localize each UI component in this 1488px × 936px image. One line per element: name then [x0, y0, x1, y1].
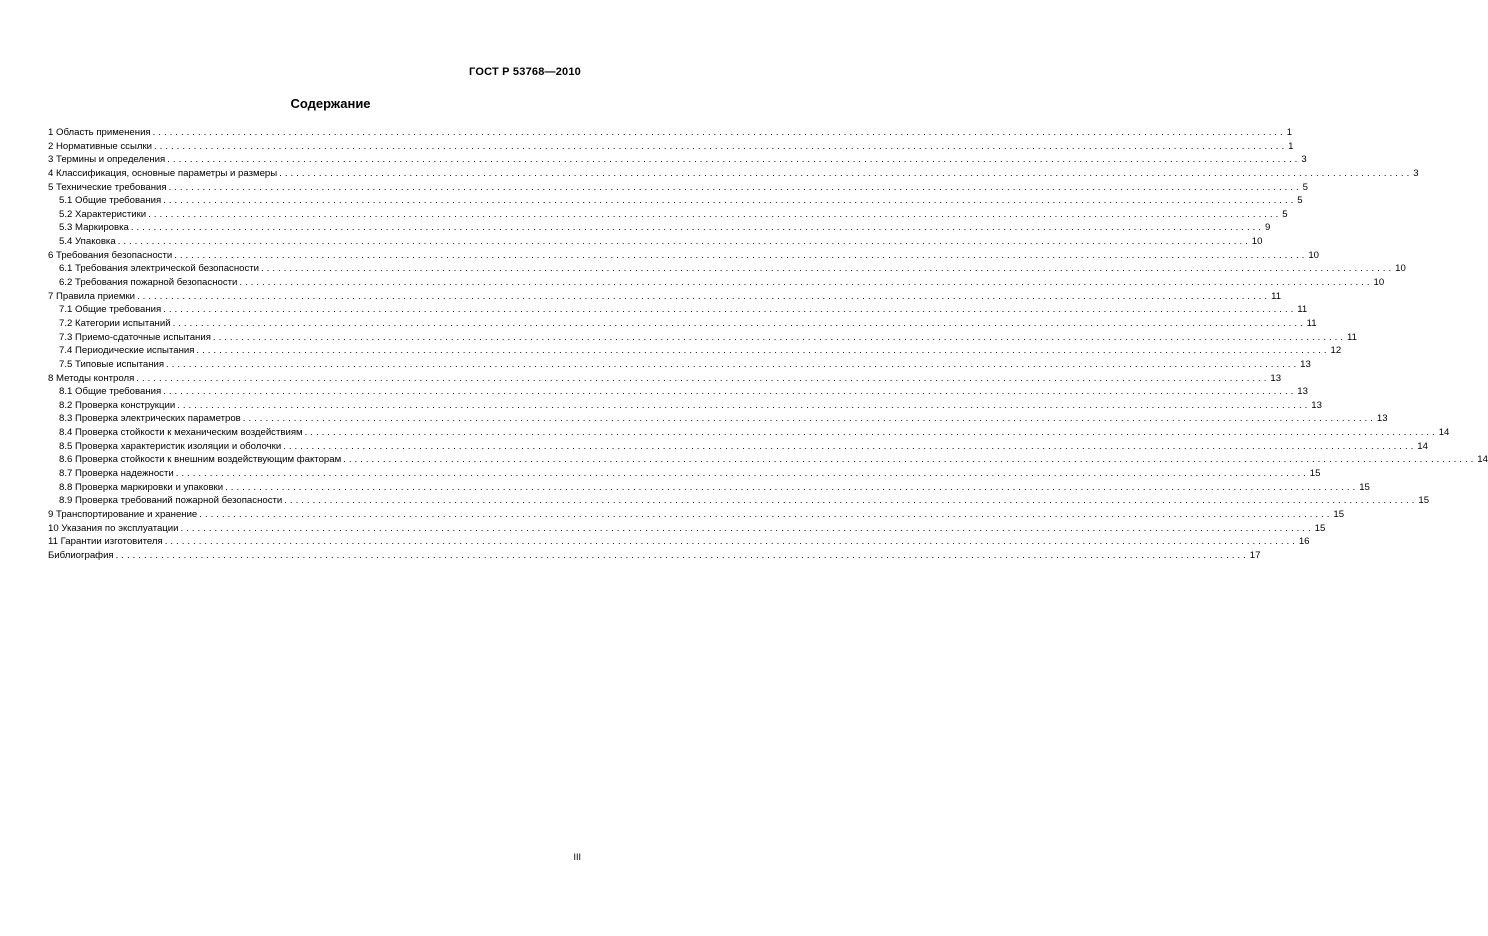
- toc-entry-label: 6.2 Требования пожарной безопасности: [59, 277, 238, 289]
- toc-entry-page: 10: [1373, 277, 1385, 289]
- toc-entry[interactable]: [48, 399, 1322, 413]
- toc-entry[interactable]: [48, 140, 1294, 154]
- toc-entry-page: 3: [1413, 167, 1419, 179]
- toc-entry[interactable]: [48, 153, 1307, 167]
- toc-entry-label: 8.1 Общие требования: [59, 386, 162, 398]
- toc-dot-leader: ........................................................................................................................................................................................................: [167, 154, 1301, 166]
- toc-entry[interactable]: [48, 331, 1357, 345]
- toc-entry-page: 16: [1298, 536, 1310, 548]
- toc-dot-leader: ........................................................................................................................................................................................................: [152, 126, 1286, 138]
- toc-entry-label: 7.1 Общие требования: [59, 304, 162, 316]
- toc-entry-page: 15: [1333, 508, 1345, 520]
- toc-entry[interactable]: [48, 167, 1419, 181]
- toc-entry-page: 9: [1264, 222, 1271, 234]
- toc-dot-leader: ........................................................................................................................................................................................................: [164, 536, 1298, 548]
- toc-entry[interactable]: [48, 235, 1263, 249]
- toc-entry[interactable]: [48, 344, 1342, 358]
- toc-dot-leader: ........................................................................................................................................................................................................: [199, 508, 1333, 520]
- toc-entry[interactable]: [48, 522, 1326, 536]
- toc-entry-label: 6 Требования безопасности: [48, 249, 173, 261]
- toc-entry-label: 6.1 Требования электрической безопасности: [59, 263, 260, 275]
- toc-entry-page: 11: [1297, 304, 1308, 316]
- toc-entry-page: 13: [1300, 358, 1311, 370]
- toc-entry-page: 5: [1282, 208, 1288, 220]
- toc-entry-label: 7 Правила приемки: [48, 290, 135, 302]
- toc-entry-label: 8 Методы контроля: [48, 372, 135, 384]
- toc-entry[interactable]: [48, 426, 1450, 440]
- toc-dot-leader: ........................................................................................................................................................................................................: [180, 522, 1314, 534]
- toc-entry-page: 14: [1477, 454, 1488, 466]
- toc-dot-leader: ........................................................................................................................................................................................................: [175, 468, 1309, 479]
- toc-entry-page: 13: [1376, 413, 1388, 425]
- toc-entry-page: 13: [1311, 399, 1322, 411]
- toc-entry-page: 1: [1288, 140, 1294, 152]
- toc-entry[interactable]: [48, 358, 1311, 372]
- toc-entry-page: 5: [1297, 195, 1303, 207]
- toc-entry[interactable]: [48, 303, 1308, 317]
- toc-entry[interactable]: [48, 221, 1271, 235]
- toc-entry[interactable]: [48, 372, 1282, 386]
- toc-entry-label: 8.7 Проверка надежности: [59, 468, 174, 479]
- toc-entry-page: 14: [1438, 427, 1450, 439]
- toc-entry-label: 5.4 Упаковка: [59, 236, 116, 248]
- toc-dot-leader: ........................................................................................................................................................................................................: [284, 495, 1418, 507]
- toc-entry-label: Библиография: [48, 549, 114, 561]
- toc-entry-label: 8.2 Проверка конструкции: [59, 399, 176, 411]
- toc-entry[interactable]: [48, 194, 1303, 208]
- toc-dot-leader: ........................................................................................................................................................................................................: [136, 372, 1270, 384]
- toc-dot-leader: ........................................................................................................................................................................................................: [168, 181, 1302, 193]
- toc-entry-page: 13: [1297, 386, 1308, 398]
- toc-dot-leader: ........................................................................................................................................................................................................: [137, 290, 1271, 302]
- toc-dot-leader: ........................................................................................................................................................................................................: [196, 345, 1330, 357]
- toc-dot-leader: ........................................................................................................................................................................................................: [283, 440, 1417, 452]
- toc-entry-page: 1: [1286, 126, 1293, 138]
- toc-entry-page: 11: [1271, 290, 1282, 302]
- toc-entry-label: 7.3 Приемо-сдаточные испытания: [59, 331, 211, 343]
- toc-entry-label: 7.4 Периодические испытания: [59, 345, 195, 357]
- toc-entry-page: 12: [1330, 345, 1342, 357]
- toc-entry[interactable]: [48, 126, 1293, 140]
- toc-entry[interactable]: [48, 385, 1308, 399]
- toc-entry-label: 8.4 Проверка стойкости к механическим воздействиям: [59, 427, 303, 439]
- toc-entry-label: 8.5 Проверка характеристик изоляции и оболочки: [59, 440, 282, 452]
- toc-dot-leader: ........................................................................................................................................................................................................: [212, 331, 1346, 343]
- toc-entry[interactable]: [48, 249, 1319, 263]
- toc-entry-page: 13: [1270, 372, 1282, 384]
- toc-entry[interactable]: [48, 453, 1488, 467]
- standard-code: ГОСТ Р 53768—2010: [469, 66, 581, 78]
- toc-entry[interactable]: [48, 508, 1345, 522]
- toc-entry[interactable]: [48, 317, 1317, 331]
- toc-entry-page: 11: [1347, 331, 1357, 343]
- toc-entry-page: 3: [1301, 154, 1307, 166]
- toc-entry-label: 7.2 Категории испытаний: [59, 317, 171, 329]
- toc-entry[interactable]: [48, 208, 1288, 222]
- toc-entry[interactable]: [48, 181, 1308, 195]
- toc-entry[interactable]: [48, 262, 1406, 276]
- toc-entry-page: 11: [1306, 317, 1317, 329]
- toc-entry-page: 14: [1417, 440, 1428, 452]
- toc-dot-leader: ........................................................................................................................................................................................................: [154, 140, 1288, 152]
- toc-entry-page: 15: [1309, 468, 1321, 479]
- toc-entry[interactable]: [48, 290, 1282, 304]
- toc-entry-label: 9 Транспортирование и хранение: [48, 508, 198, 520]
- toc-entry-page: 10: [1395, 263, 1406, 275]
- toc-dot-leader: ........................................................................................................................................................................................................: [163, 304, 1297, 316]
- toc-entry-label: 3 Термины и определения: [48, 154, 166, 166]
- toc-dot-leader: ........................................................................................................................................................................................................: [239, 277, 1373, 289]
- toc-entry-label: 1 Область применения: [48, 126, 151, 138]
- toc-entry-label: 5.2 Характеристики: [59, 208, 147, 220]
- toc-dot-leader: ........................................................................................................................................................................................................: [163, 195, 1297, 207]
- toc-entry-page: 10: [1308, 249, 1319, 261]
- toc-dot-leader: ........................................................................................................................................................................................................: [304, 427, 1438, 439]
- toc-entry-page: 15: [1314, 522, 1326, 534]
- toc-entry-label: 5 Технические требования: [48, 181, 167, 193]
- toc-entry[interactable]: [48, 481, 1370, 495]
- toc-entry-page: 15: [1359, 481, 1370, 493]
- toc-entry-label: 5.3 Маркировка: [59, 222, 129, 234]
- toc-dot-leader: ........................................................................................................................................................................................................: [117, 236, 1251, 248]
- toc-entry[interactable]: [48, 276, 1385, 290]
- toc-entry-label: 2 Нормативные ссылки: [48, 140, 153, 152]
- toc-dot-leader: ........................................................................................................................................................................................................: [174, 249, 1308, 261]
- toc-dot-leader: ........................................................................................................................................................................................................: [148, 208, 1282, 220]
- toc-dot-leader: ........................................................................................................................................................................................................: [130, 222, 1264, 234]
- toc-entry-label: 8.9 Проверка требований пожарной безопасности: [59, 495, 283, 507]
- toc-dot-leader: ........................................................................................................................................................................................................: [163, 386, 1297, 398]
- toc-entry-label: 8.3 Проверка электрических параметров: [59, 413, 241, 425]
- toc-dot-leader: ........................................................................................................................................................................................................: [177, 399, 1311, 411]
- toc-dot-leader: ........................................................................................................................................................................................................: [343, 454, 1477, 466]
- toc-dot-leader: ........................................................................................................................................................................................................: [242, 413, 1376, 425]
- toc-list: [48, 126, 1488, 563]
- toc-entry-page: 10: [1251, 236, 1263, 248]
- toc-entry-label: 8.6 Проверка стойкости к внешним воздействующим факторам: [59, 454, 342, 466]
- toc-entry[interactable]: [48, 440, 1428, 454]
- toc-entry[interactable]: [48, 549, 1261, 563]
- toc-entry[interactable]: [48, 494, 1430, 508]
- toc-entry-page: 15: [1418, 495, 1430, 507]
- toc-dot-leader: ........................................................................................................................................................................................................: [172, 317, 1306, 329]
- toc-entry-label: 10 Указания по эксплуатации: [48, 522, 179, 534]
- toc-entry-label: 8.8 Проверка маркировки и упаковки: [59, 481, 224, 493]
- toc-entry-label: 11 Гарантии изготовителя: [48, 536, 163, 548]
- toc-entry[interactable]: [48, 535, 1310, 549]
- toc-dot-leader: ........................................................................................................................................................................................................: [279, 167, 1413, 179]
- toc-entry[interactable]: [48, 412, 1388, 426]
- toc-dot-leader: ........................................................................................................................................................................................................: [115, 549, 1249, 561]
- toc-entry-label: 4 Классификация, основные параметры и размеры: [48, 167, 278, 179]
- toc-dot-leader: ........................................................................................................................................................................................................: [261, 263, 1395, 275]
- toc-entry[interactable]: [48, 467, 1321, 481]
- toc-entry-page: 5: [1302, 181, 1308, 193]
- toc-entry-page: 17: [1249, 549, 1261, 561]
- toc-entry-label: 7.5 Типовые испытания: [59, 358, 165, 370]
- toc-dot-leader: ........................................................................................................................................................................................................: [225, 481, 1359, 493]
- toc-entry-label: 5.1 Общие требования: [59, 195, 162, 207]
- toc-dot-leader: ........................................................................................................................................................................................................: [166, 358, 1300, 370]
- page-number: III: [573, 852, 581, 862]
- toc-title: Содержание: [290, 96, 371, 111]
